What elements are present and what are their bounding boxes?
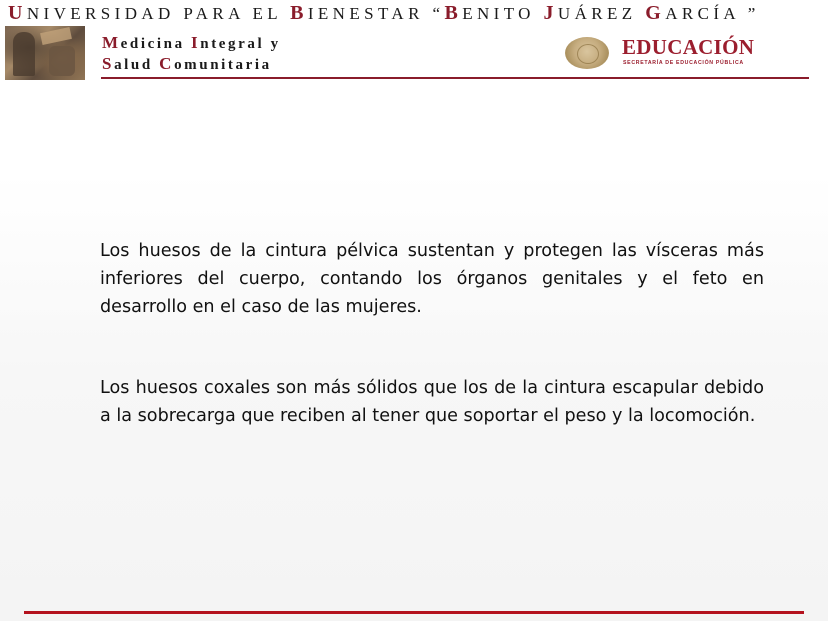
logo-title: EDUCACIÓN: [622, 35, 755, 59]
university-title: [8, 2, 820, 25]
mural-figure: [49, 46, 75, 76]
university-initial: B: [290, 2, 308, 24]
sep-logo: [562, 35, 812, 75]
program-text: edicina: [120, 36, 192, 52]
university-initial: J: [543, 2, 558, 24]
program-initial: I: [191, 33, 201, 52]
program-text: alud: [114, 57, 160, 73]
mural-figure: [13, 32, 35, 76]
university-text: UÁREZ: [557, 4, 646, 23]
university-initial: U: [8, 2, 27, 24]
national-seal-icon: [565, 37, 609, 69]
program-initial: M: [102, 33, 121, 52]
program-initial: C: [159, 54, 175, 73]
university-text: IENESTAR “: [307, 4, 445, 23]
mural-image: [5, 26, 85, 80]
program-line-1: [102, 33, 281, 54]
program-line-2: [102, 54, 281, 75]
logo-subtitle: SECRETARÍA DE EDUCACIÓN PÚBLICA: [623, 60, 744, 66]
program-initial: S: [102, 54, 115, 73]
seal-emblem-icon: [577, 44, 599, 64]
university-initial: B: [444, 2, 463, 24]
body-paragraph-1: Los huesos de la cintura pélvica sustentan y protegen las vísceras más inferiores del cuerpo, contando los órganos genitales y el feto en desarrollo en el caso de las mujeres.: [100, 240, 764, 317]
university-text: ENITO: [462, 4, 544, 23]
body-paragraph-2: Los huesos coxales son más sólidos que los de la cintura escapular debido a la sobrecarga que reciben al tener que soportar el peso y la locomoción.: [100, 377, 764, 426]
university-text: ARCÍA ”: [665, 4, 760, 23]
program-name: [102, 33, 281, 75]
header-divider: [101, 77, 809, 79]
mural-figure: [40, 27, 72, 45]
program-text: ntegral y: [200, 36, 281, 52]
footer-divider: [24, 611, 804, 614]
university-initial: G: [645, 2, 666, 24]
university-text: NIVERSIDAD PARA EL: [26, 4, 291, 23]
program-text: omunitaria: [174, 57, 272, 73]
